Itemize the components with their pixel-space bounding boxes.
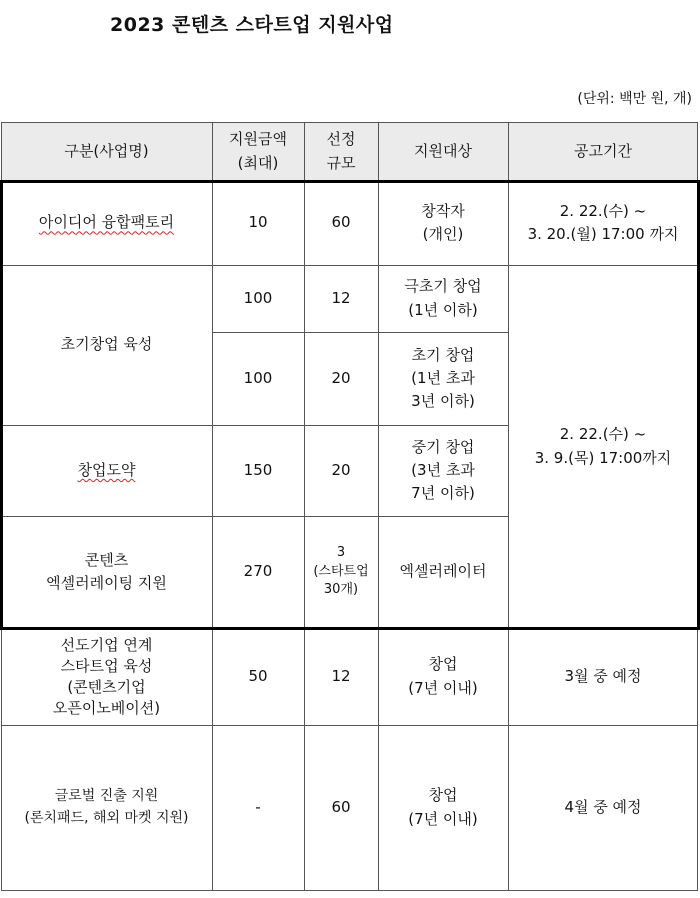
period-idea: 2. 22.(수) ~ 3. 20.(월) 17:00 까지 — [527, 201, 679, 243]
amount-leading: 50 — [248, 666, 268, 685]
scale-idea: 60 — [331, 213, 351, 232]
period-leading: 3월 중 예정 — [564, 666, 642, 685]
header-amount: 지원금액 (최대) — [212, 122, 304, 181]
target-accel: 엑셀러레이터 — [399, 562, 487, 581]
program-leading: 선도기업 연계 스타트업 육성 (콘텐츠기업 오픈이노베이션) — [52, 635, 161, 717]
period-group: 2. 22.(수) ~ 3. 9.(목) 17:00까지 — [534, 425, 672, 467]
program-leap: 창업도약 — [77, 460, 136, 479]
period-global: 4월 중 예정 — [564, 797, 642, 816]
unit-note: (단위: 백만 원, 개) — [577, 91, 692, 107]
target-leading: 창업 (7년 이내) — [408, 655, 478, 697]
amount-leap: 150 — [243, 460, 273, 479]
amount-global: - — [255, 797, 261, 816]
header-period: 공고기간 — [508, 122, 698, 181]
scale-leading: 12 — [331, 666, 351, 685]
scale-global: 60 — [331, 797, 351, 816]
header-scale: 선정 규모 — [304, 122, 378, 181]
scale-early-a: 12 — [331, 288, 351, 307]
program-global: 글로벌 진출 지원 (론치패드, 해외 마켓 지원) — [24, 787, 189, 826]
amount-accel: 270 — [243, 562, 273, 581]
scale-leap: 20 — [331, 460, 351, 479]
amount-early-a: 100 — [243, 288, 273, 307]
target-early-a: 극초기 창업 (1년 이하) — [404, 277, 482, 319]
scale-accel: 3 (스타트업 30개) — [313, 544, 369, 598]
header-target: 지원대상 — [378, 122, 508, 181]
program-early-startup: 초기창업 육성 — [60, 335, 153, 354]
amount-idea: 10 — [248, 213, 268, 232]
program-accelerating: 콘텐츠 엑셀러레이팅 지원 — [46, 550, 167, 592]
target-early-b: 초기 창업 (1년 초과 3년 이하) — [411, 345, 475, 411]
scale-early-b: 20 — [331, 368, 351, 387]
program-idea-factory: 아이디어 융합팩토리 — [38, 213, 175, 232]
target-leap: 중기 창업 (3년 초과 7년 이하) — [411, 437, 475, 503]
header-program: 구분(사업명) — [1, 122, 212, 181]
amount-early-b: 100 — [243, 368, 273, 387]
target-global: 창업 (7년 이내) — [408, 786, 478, 828]
page-title: 2023 콘텐츠 스타트업 지원사업 — [110, 14, 394, 36]
target-idea: 창작자 (개인) — [421, 201, 465, 243]
